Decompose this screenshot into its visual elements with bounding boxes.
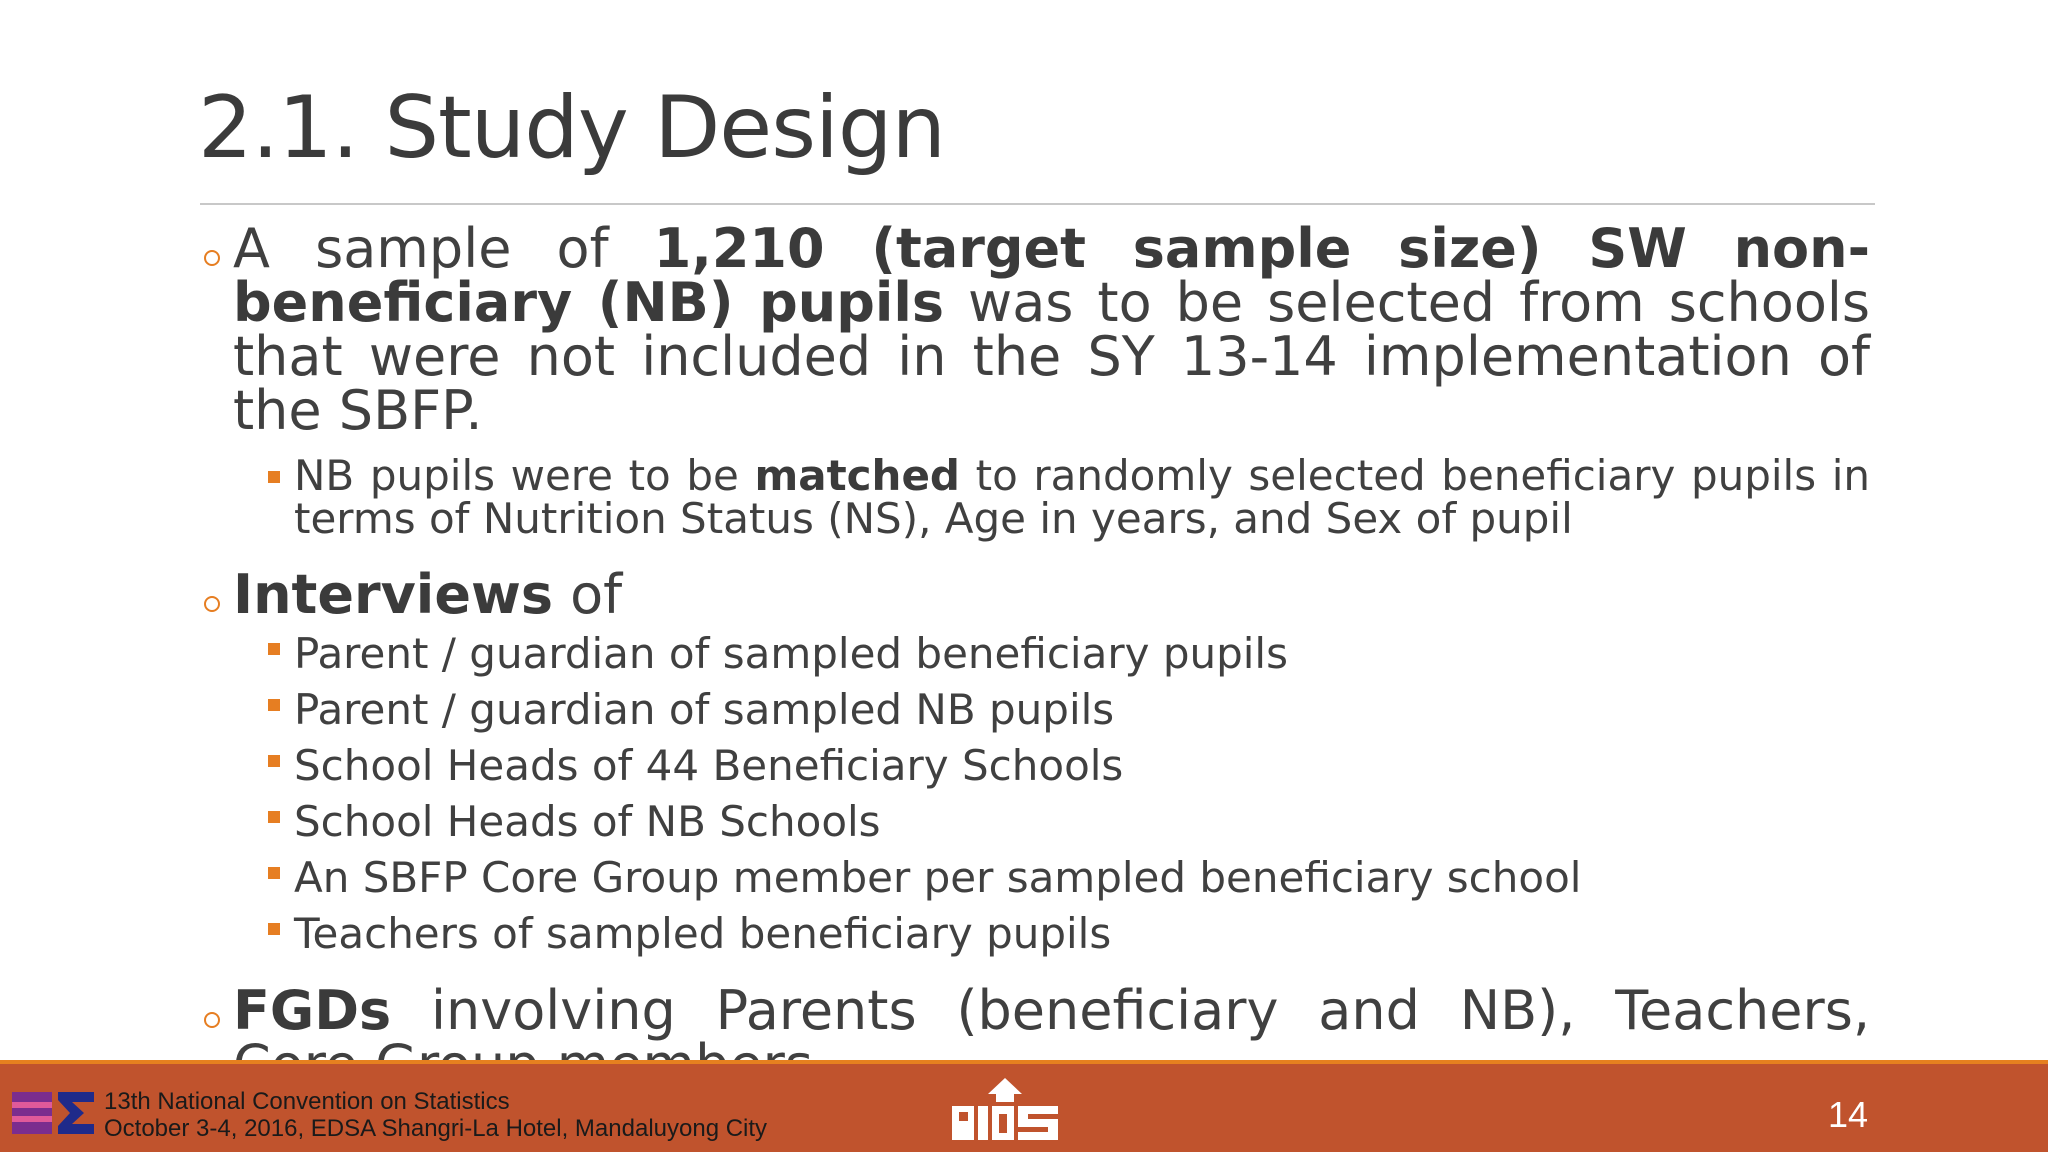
sub-bullet-text-run: School Heads of NB Schools [294, 797, 881, 846]
bullet-list [200, 217, 1870, 1092]
sub-bullet [200, 794, 1870, 850]
sub-bullet-text-run: to randomly selected beneficiary pupils in terms of Nutrition Status (NS), Age in years, and Sex of pupil [294, 451, 1870, 543]
sub-bullet [200, 451, 1870, 543]
sub-bullet-text-run: Teachers of sampled beneficiary pupils [294, 909, 1112, 958]
square-bullet-icon [268, 811, 280, 823]
bullet-text-run: FGDs [233, 979, 392, 1042]
bullet-text-run: involving Parents (beneficiary and NB), Teachers, [431, 979, 1870, 1042]
square-bullet-icon [268, 699, 280, 711]
bullet-interviews [200, 563, 1870, 626]
sub-bullet-text-run: matched [754, 451, 960, 500]
sub-bullet-text-run: NB pupils were to be [294, 451, 755, 500]
circle-bullet-icon [204, 250, 220, 266]
bullet-sample [200, 217, 1870, 442]
sub-bullet [200, 626, 1870, 682]
bullet-text-run: A sample of [233, 217, 654, 280]
square-bullet-icon [268, 867, 280, 879]
sub-bullet [200, 850, 1870, 906]
pids-logo [948, 1078, 1062, 1142]
ncs-logo [12, 1088, 96, 1138]
slide-title: 2.1. Study Design [198, 78, 946, 178]
square-bullet-icon [268, 923, 280, 935]
square-bullet-icon [268, 471, 280, 483]
sub-bullet-text-run: School Heads of 44 Beneficiary Schools [294, 741, 1124, 790]
title-divider [200, 203, 1875, 205]
circle-bullet-icon [204, 596, 220, 612]
sub-bullet-text-run: Parent / guardian of sampled NB pupils [294, 685, 1115, 734]
bullet-text-run: 1,210 (target sample size) SW non-beneficiary (NB) pupils [233, 217, 1870, 334]
sub-bullet-text-run: An SBFP Core Group member per sampled beneficiary school [294, 853, 1582, 902]
circle-bullet-icon [204, 1012, 220, 1028]
sub-bullet [200, 906, 1870, 962]
bullet-text-run: of [552, 563, 623, 626]
sub-bullet-text-run: Parent / guardian of sampled beneficiary pupils [294, 629, 1288, 678]
page-number: 14 [1828, 1094, 1869, 1135]
bullet-text-run: Interviews [233, 563, 553, 626]
footer-conference-date-venue: October 3-4, 2016, EDSA Shangri-La Hotel, Mandaluyong City [104, 1115, 768, 1142]
bullet-text-run: was to be selected from schools that were not included in the SY 13-14 implementation of the SBFP. [233, 271, 1870, 442]
footer-conference-name: 13th National Convention on Statistics [104, 1088, 510, 1115]
sub-bullet [200, 738, 1870, 794]
sub-bullet [200, 682, 1870, 738]
square-bullet-icon [268, 643, 280, 655]
square-bullet-icon [268, 755, 280, 767]
